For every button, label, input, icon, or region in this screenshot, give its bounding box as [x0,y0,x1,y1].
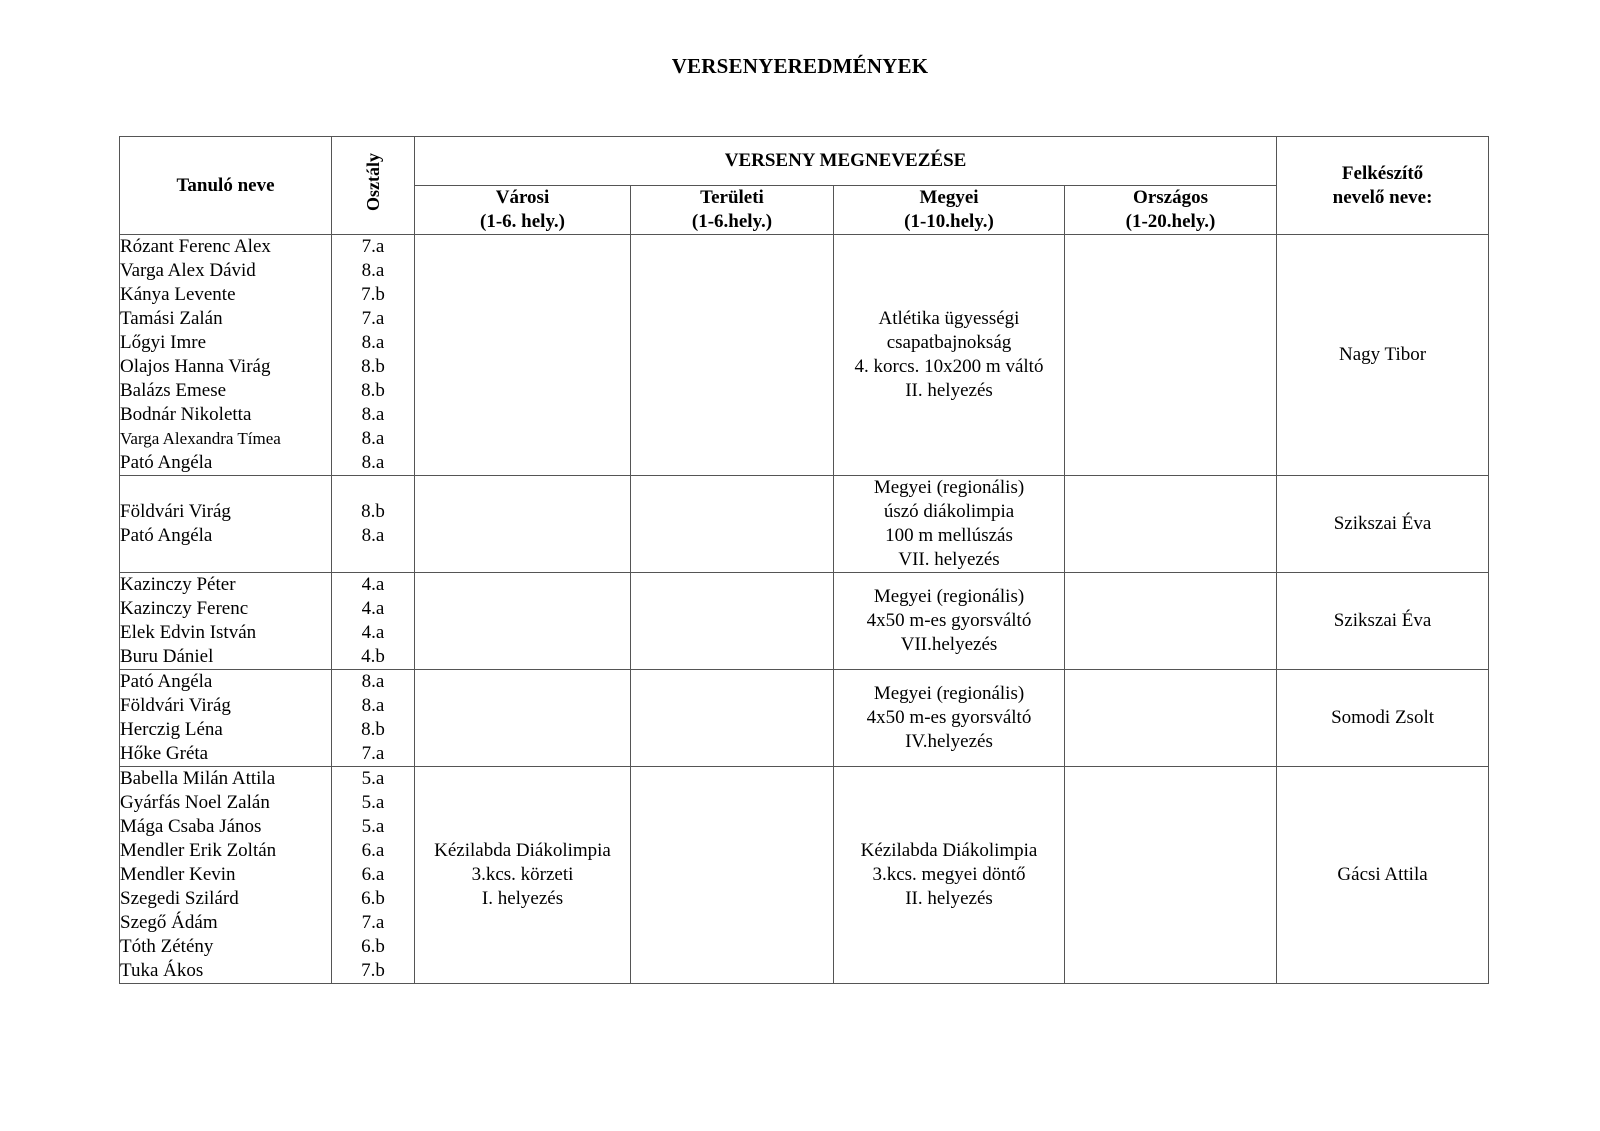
group-row [120,670,1489,767]
city-result-line: I. helyezés [481,888,564,909]
group-row [120,767,1489,984]
group-row [120,573,1489,670]
student-names-entry: Szegő Ádám [120,912,218,933]
header-coach-line2: nevelő neve: [1332,186,1433,208]
county-result-line: VII. helyezés [898,549,1000,570]
student-classes-entry: 4.a [361,622,385,643]
county-result-line: IV.helyezés [905,731,993,752]
student-classes-entry: 8.b [361,719,385,740]
student-classes-entry: 7.a [361,912,385,933]
student-classes [332,235,415,476]
county-result [834,476,1065,573]
student-classes-entry: 7.a [361,236,385,257]
coach-name: Szikszai Éva [1277,573,1489,670]
header-coach-line1: Felkészítő [1341,162,1424,184]
student-classes-entry: 8.a [361,452,385,473]
student-classes-entry: 7.a [361,743,385,764]
student-classes-entry: 8.a [361,332,385,353]
county-result-line: 4. korcs. 10x200 m váltó [854,356,1044,377]
coach-name: Szikszai Éva [1277,476,1489,573]
student-classes-entry: 6.a [361,840,385,861]
student-classes-entry: 6.a [361,864,385,885]
student-classes [332,670,415,767]
student-names-entry: Kánya Levente [120,284,236,305]
city-result [415,235,631,476]
header-city-label: Városi [495,187,550,208]
student-classes-entry: 6.b [361,888,385,909]
student-names-entry: Földvári Virág [120,695,231,716]
header-county [834,186,1065,235]
student-classes [332,573,415,670]
national-result [1065,235,1277,476]
student-names [120,767,332,984]
header-county-range: (1-10.hely.) [904,211,994,232]
student-classes-entry: 8.b [361,501,385,522]
student-classes-entry: 8.a [361,525,385,546]
group-row [120,235,1489,476]
student-classes-entry: 7.b [361,960,385,981]
student-classes-entry: 8.b [361,380,385,401]
header-coach [1277,137,1489,235]
county-result [834,573,1065,670]
header-city [415,186,631,235]
city-result [415,767,631,984]
student-names-entry: Rózant Ferenc Alex [120,236,271,257]
student-names [120,670,332,767]
county-result-line: csapatbajnokság [886,332,1012,353]
student-names [120,476,332,573]
student-names-entry: Pató Angéla [120,671,213,692]
county-result-line: Megyei (regionális) [873,683,1025,704]
student-names-entry: Elek Edvin István [120,622,257,643]
page-title: VERSENYEREDMÉNYEK [671,54,929,78]
student-classes-entry: 8.a [361,428,385,449]
student-classes-entry: 6.b [361,936,385,957]
student-names-entry: Balázs Emese [120,380,227,401]
student-names-entry: Kazinczy Ferenc [120,598,249,619]
county-result-line: Megyei (regionális) [873,477,1025,498]
student-classes-entry: 5.a [361,792,385,813]
county-result-line: II. helyezés [905,888,993,909]
header-national-range: (1-20.hely.) [1125,211,1216,232]
student-names-entry: Tamási Zalán [120,308,223,329]
student-names-entry: Mága Csaba János [120,816,262,837]
county-result-line: Kézilabda Diákolimpia [860,840,1038,861]
regional-result [631,670,834,767]
county-result [834,767,1065,984]
header-regional-label: Területi [700,187,764,208]
student-names-entry: Tóth Zétény [120,936,214,957]
student-classes [332,767,415,984]
county-result-line: II. helyezés [905,380,993,401]
header-county-label: Megyei [919,187,979,208]
header-national [1065,186,1277,235]
student-names-entry: Szegedi Szilárd [120,888,239,909]
student-classes-entry: 8.a [361,695,385,716]
city-result [415,670,631,767]
student-classes-entry: 4.a [361,574,385,595]
header-regional-range: (1-6.hely.) [691,211,773,232]
group-row [120,476,1489,573]
county-result-line: 100 m mellúszás [885,525,1013,546]
regional-result [631,767,834,984]
county-result-line: 3.kcs. megyei döntő [872,864,1026,885]
coach-name: Nagy Tibor [1277,235,1489,476]
student-classes-entry: 7.a [361,308,385,329]
city-result [415,476,631,573]
student-classes-entry: 8.a [361,671,385,692]
student-classes-entry: 8.b [361,356,385,377]
county-result-line: 4x50 m-es gyorsváltó [866,610,1032,631]
header-regional [631,186,834,235]
coach-name: Gácsi Attila [1277,767,1489,984]
county-result [834,670,1065,767]
student-names-entry: Herczig Léna [120,719,223,740]
student-names-entry: Pató Angéla [120,452,213,473]
student-names-entry: Babella Milán Attila [120,768,276,789]
city-result-line: 3.kcs. körzeti [471,864,574,885]
coach-name: Somodi Zsolt [1277,670,1489,767]
city-result [415,573,631,670]
student-names-entry: Mendler Kevin [120,864,236,885]
student-classes-entry: 8.a [361,260,385,281]
national-result [1065,476,1277,573]
student-names-entry: Pató Angéla [120,525,213,546]
student-classes [332,476,415,573]
student-names-entry: Buru Dániel [120,646,214,667]
student-names-entry: Varga Alex Dávid [120,260,256,281]
city-result-line: Kézilabda Diákolimpia [434,840,611,861]
student-classes-entry: 4.a [361,598,385,619]
county-result-line: úszó diákolimpia [883,501,1015,522]
header-competition: VERSENY MEGNEVEZÉSE [415,137,1277,186]
results-table [119,136,1489,984]
student-names-entry: Gyárfás Noel Zalán [120,792,270,813]
regional-result [631,476,834,573]
student-names-entry: Bodnár Nikoletta [120,404,252,425]
header-student: Tanuló neve [120,137,332,235]
county-result-line: Megyei (regionális) [873,586,1025,607]
county-result-line: VII.helyezés [900,634,998,655]
student-classes-entry: 7.b [361,284,385,305]
student-classes-entry: 8.a [361,404,385,425]
national-result [1065,767,1277,984]
county-result [834,235,1065,476]
county-result-line: 4x50 m-es gyorsváltó [866,707,1032,728]
student-names-entry: Hőke Gréta [120,743,209,764]
student-names-entry: Varga Alexandra Tímea [120,429,281,448]
header-class-label: Osztály [363,153,383,211]
regional-result [631,573,834,670]
student-classes-entry: 5.a [361,768,385,789]
county-result-line: Atlétika ügyességi [878,308,1020,329]
national-result [1065,573,1277,670]
student-names-entry: Kazinczy Péter [120,574,236,595]
student-names [120,235,332,476]
header-national-label: Országos [1133,187,1208,208]
student-classes-entry: 4.b [361,646,385,667]
student-names-entry: Mendler Erik Zoltán [120,840,277,861]
student-names-entry: Olajos Hanna Virág [120,356,271,377]
header-city-range: (1-6. hely.) [480,211,565,232]
header-class [332,137,415,235]
student-names-entry: Lőgyi Imre [120,332,207,353]
student-names-entry: Tuka Ákos [120,960,204,981]
student-names-entry: Földvári Virág [120,501,231,522]
student-names [120,573,332,670]
national-result [1065,670,1277,767]
student-classes-entry: 5.a [361,816,385,837]
results-body [120,235,1489,984]
regional-result [631,235,834,476]
